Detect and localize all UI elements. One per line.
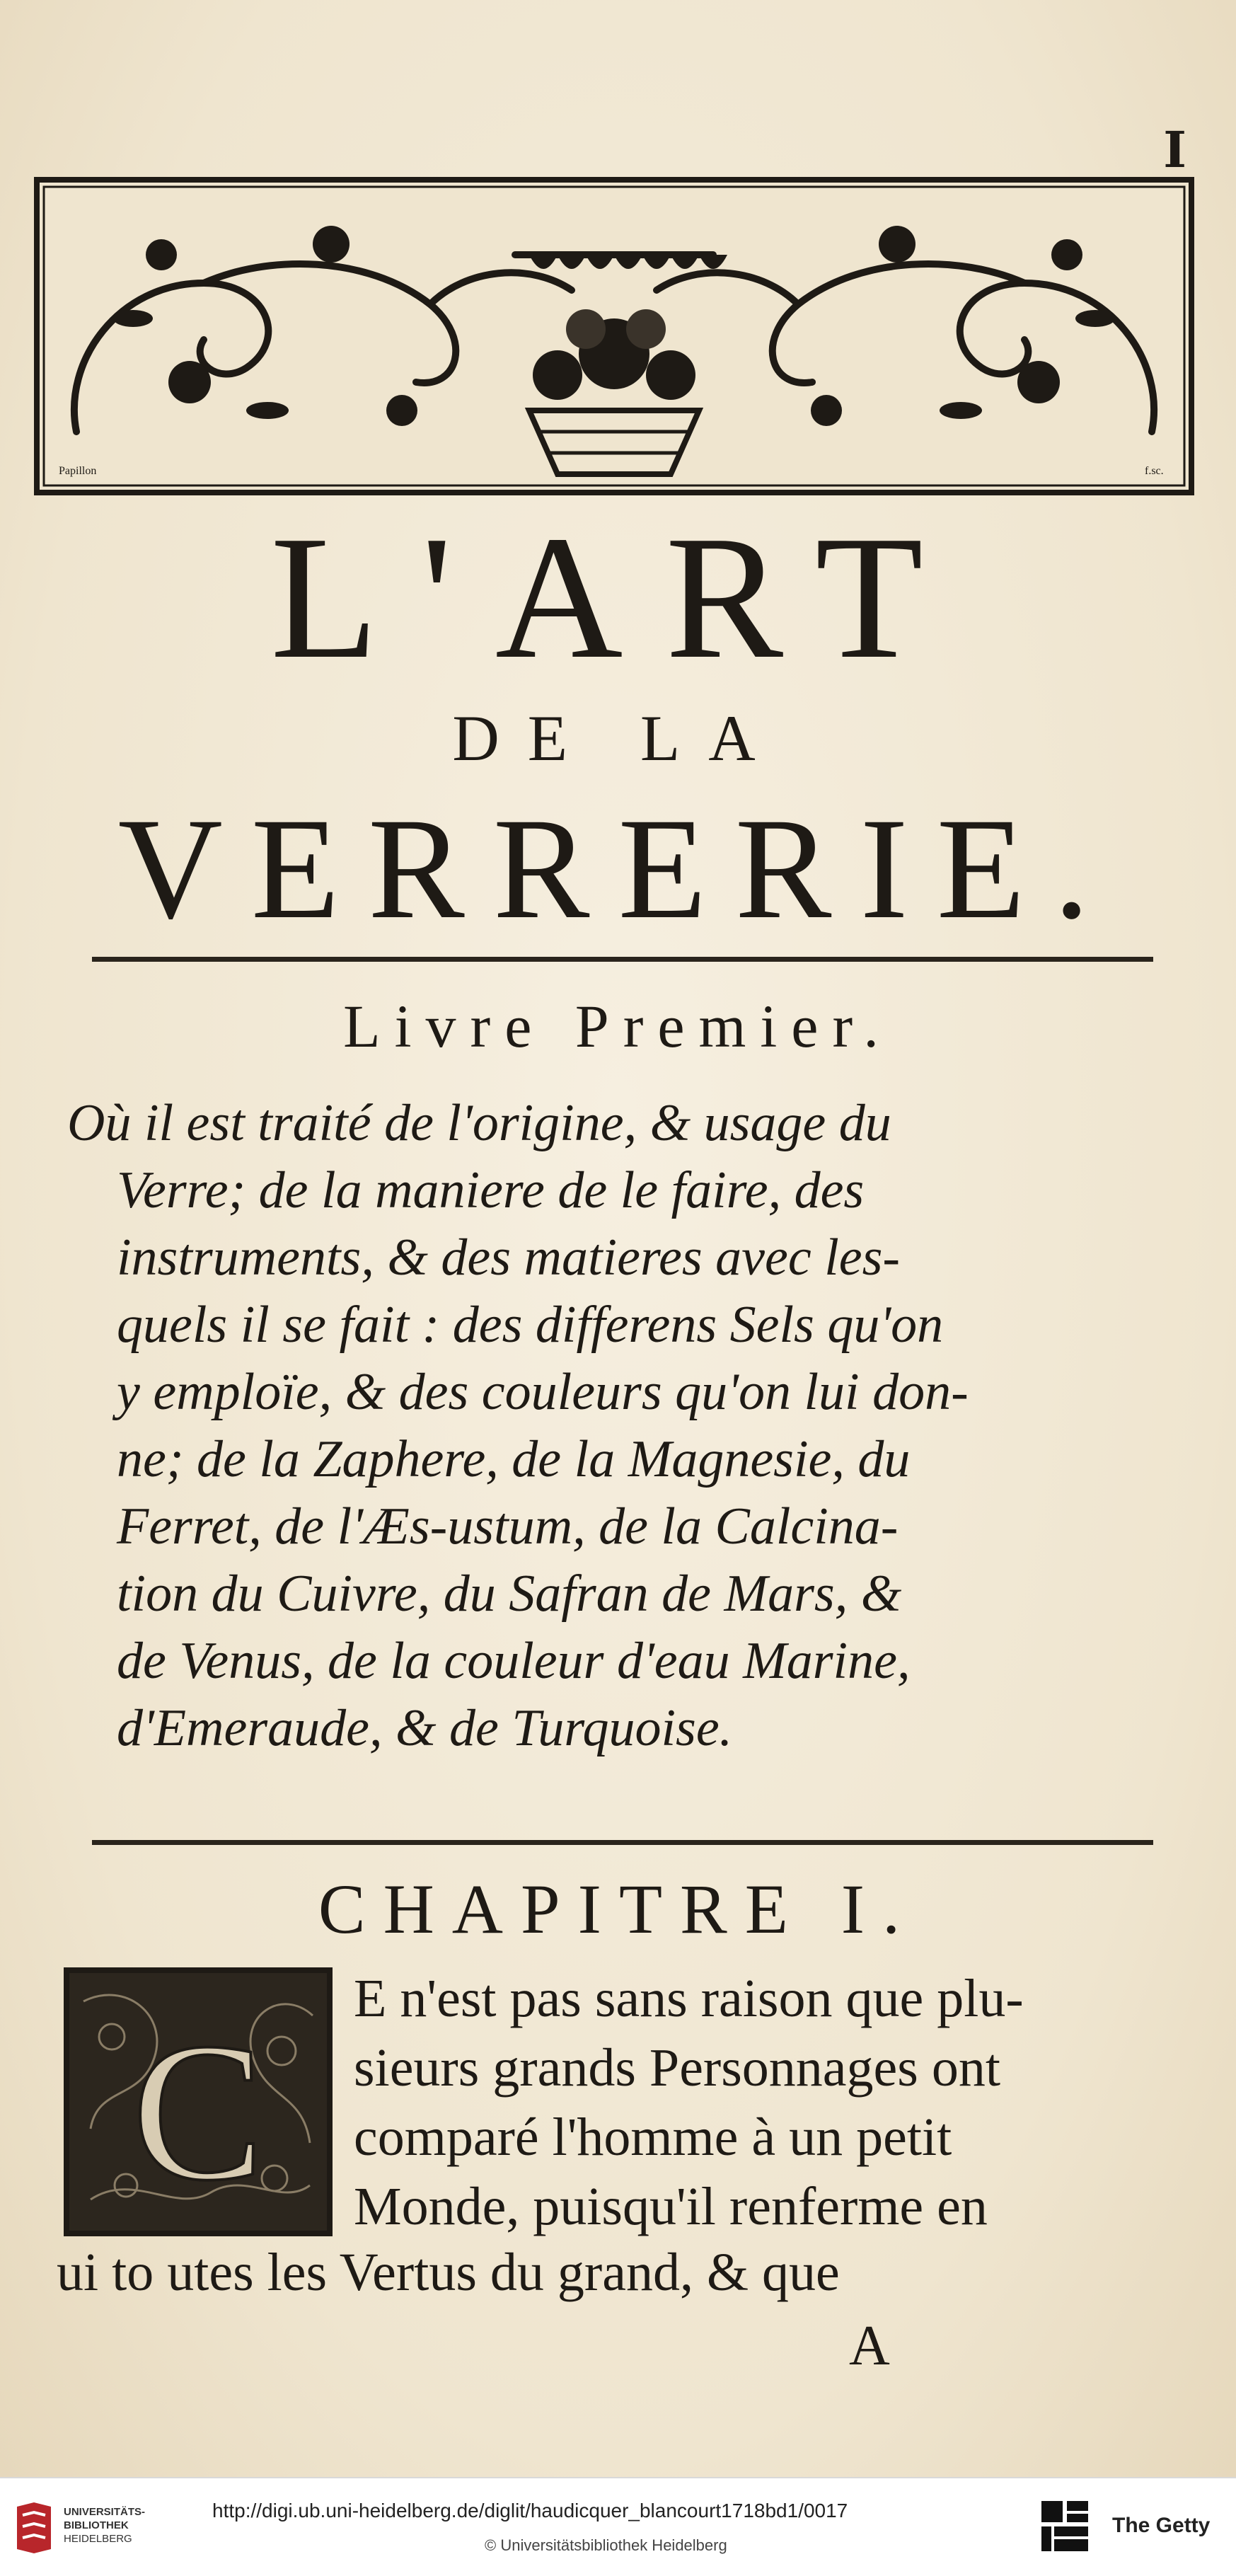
library-name-line: UNIVERSITÄTS- xyxy=(64,2506,146,2518)
library-name xyxy=(64,2505,145,2546)
summary-line: ne; de la Zaphere, de la Magnesie, du xyxy=(117,1430,911,1488)
section-summary xyxy=(67,1090,1171,1762)
summary-line: de Venus, de la couleur d'eau Marine, xyxy=(117,1632,911,1690)
title-line-2: DE LA xyxy=(452,702,784,774)
summary-line: Ferret, de l'Æs-ustum, de la Calcina- xyxy=(117,1497,899,1556)
summary-line: Verre; de la maniere de le faire, des xyxy=(117,1161,865,1219)
ub-heidelberg-logo-icon[interactable] xyxy=(13,2500,55,2556)
divider-rule xyxy=(92,957,1153,962)
partner-name[interactable]: The Getty xyxy=(1112,2514,1211,2537)
copyright-notice: © Universitätsbibliothek Heidelberg xyxy=(485,2536,727,2554)
chapter-heading: CHAPITRE I. xyxy=(318,1870,918,1948)
body-line: sieurs grands Personnages ont xyxy=(354,2038,1000,2098)
divider-rule xyxy=(92,1840,1153,1845)
summary-line: d'Emeraude, & de Turquoise. xyxy=(117,1699,733,1757)
summary-line: instruments, & des matieres avec les- xyxy=(117,1229,901,1287)
title-line-1: L'ART xyxy=(270,500,966,696)
body-line: Monde, puisqu'il renferme en xyxy=(354,2177,988,2236)
livre-heading: Livre Premier. xyxy=(343,992,893,1060)
chapter-body xyxy=(354,1964,1189,2241)
summary-line: y emploïe, & des couleurs qu'on lui don- xyxy=(117,1363,969,1421)
summary-line: quels il se fait : des differens Sels qu'on xyxy=(117,1296,944,1354)
body-line: E n'est pas sans raison que plu- xyxy=(354,1969,1024,2028)
viewer-footer xyxy=(0,2477,1236,2576)
body-line: comparé l'homme à un petit xyxy=(354,2108,952,2167)
summary-line: Où il est traité de l'origine, & usage du xyxy=(67,1094,891,1152)
ornament-headpiece-icon xyxy=(34,177,1194,495)
library-name-line: HEIDELBERG xyxy=(64,2533,132,2545)
library-name-line: BIBLIOTHEK xyxy=(64,2519,129,2531)
permalink-url[interactable]: http://digi.ub.uni-heidelberg.de/diglit/haudicquer_blancourt1718bd1/0017 xyxy=(212,2500,848,2522)
title-line-3: VERRERIE. xyxy=(117,788,1119,949)
svg-text:C: C xyxy=(132,2001,265,2221)
page-number: I xyxy=(1163,120,1186,179)
svg-text:Papillon: Papillon xyxy=(59,465,97,477)
getty-logo-icon[interactable] xyxy=(1040,2500,1090,2553)
body-line: ui to utes les Vertus du grand, & que xyxy=(57,2243,840,2302)
svg-text:f.sc.: f.sc. xyxy=(1145,465,1164,477)
signature-mark: A xyxy=(849,2315,890,2377)
summary-line: tion du Cuivre, du Safran de Mars, & xyxy=(117,1565,902,1623)
dropcap-ornament-icon xyxy=(64,1967,333,2236)
